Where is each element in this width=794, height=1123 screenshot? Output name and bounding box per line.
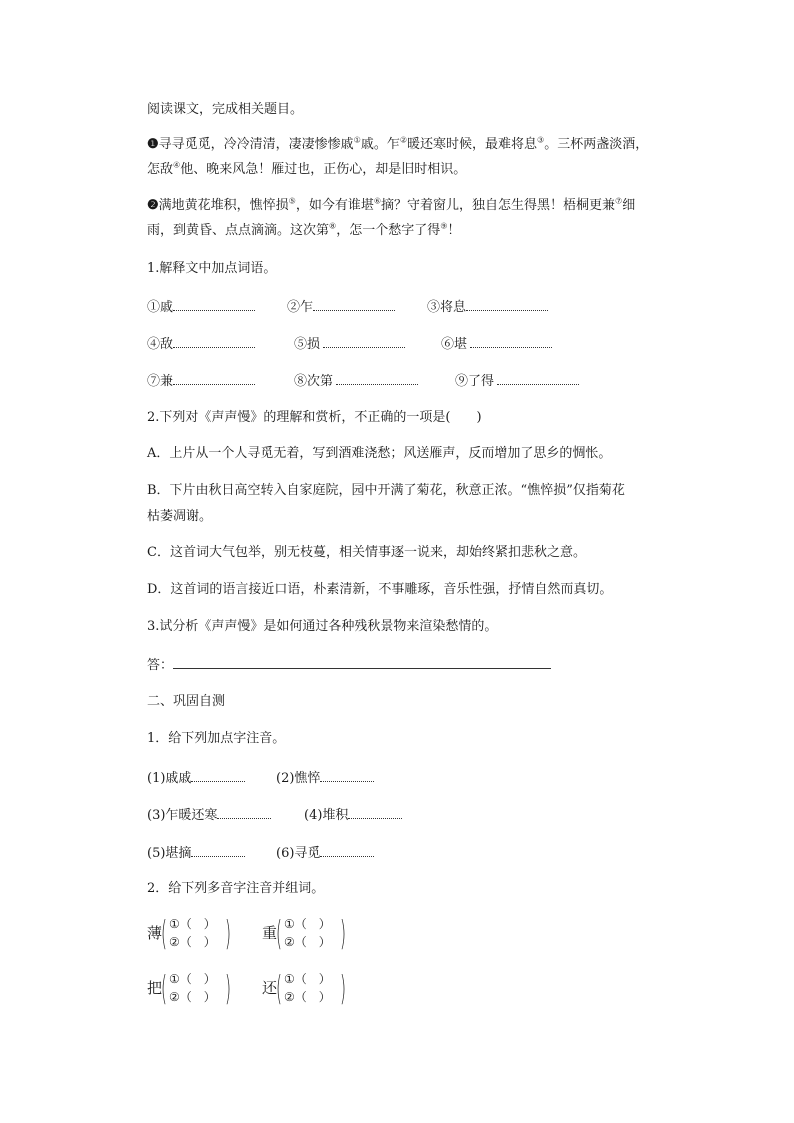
option-d[interactable]: D．这首词的语言接近口语，朴素清新，不事雕琢，音乐性强，抒情自然而真切。 [147,582,613,597]
note-marker: ⑧ [329,221,337,231]
note-marker: ⑤ [288,196,296,206]
right-brace: ) [340,914,346,954]
poem-text: 寻寻觅觅，冷冷清清，凄凄惨惨戚 [158,137,354,152]
poem-para-1-line-1 [147,135,648,155]
left-brace: ( [276,914,282,954]
poem-text: ，怎一个愁字了得 [336,223,441,238]
note-marker: ④ [173,160,181,170]
poem-text: 。三杯两盏淡酒， [544,137,649,152]
polyphone-question-title: 2．给下列多音字注音并组词。 [147,881,325,896]
reading-slot-2[interactable]: ②（ ） [284,990,331,1004]
note-marker: ① [353,135,361,145]
note-marker: ⑨ [440,221,448,231]
answer-blank[interactable] [466,296,548,311]
answer-blank[interactable] [320,842,374,857]
vocab-item: ④敌 [147,333,255,355]
reading-slot-2[interactable]: ②（ ） [284,935,331,949]
polyphone-group [147,969,247,1009]
poem-text: 暖还寒时候，最难将息 [407,137,538,152]
poem-text: 雨，到黄昏、点点滴滴。这次第 [147,223,330,238]
vocab-item: ⑦兼 [147,370,255,392]
polyphone-group [262,914,362,954]
option-a[interactable]: A．上片从一个人寻觅无着，写到酒难浇愁；风送雁声，反而增加了思乡的惆怅。 [147,446,612,461]
vocab-item: ①戚 [147,296,255,318]
reading-slot-1[interactable]: ①（ ） [284,972,331,986]
option-b-line-1[interactable]: B．下片由秋日高空转入自家庭院，园中开满了菊花，秋意正浓。“憔悴损”仅指菊花 [147,483,625,498]
answer-blank[interactable] [173,370,255,385]
right-brace: ) [225,969,231,1009]
question-1-title: 1.解释文中加点词语。 [147,261,277,276]
answer-blank[interactable] [497,370,579,385]
answer-blank[interactable] [173,296,255,311]
left-brace: ( [276,969,282,1009]
answer-blank[interactable] [191,842,245,857]
reading-slot-2[interactable]: ②（ ） [169,990,216,1004]
reading-slot-2[interactable]: ②（ ） [169,935,216,949]
vocab-item: ③将息 [427,296,548,318]
vocab-item: ⑤损 [294,333,405,355]
polyphone-char: 还 [262,979,278,997]
answer-blank[interactable] [336,370,418,385]
note-marker: ③ [537,135,545,145]
vocab-item: ⑨了得 [455,370,579,392]
answer-blank[interactable] [348,804,402,819]
poem-text: 摘？守着窗儿，独自怎生得黑！梧桐更兼 [381,198,616,213]
polyphone-char: 薄 [147,924,163,942]
para-number-2: ❷ [147,198,159,213]
answer-blank[interactable] [470,333,552,348]
note-marker: ② [399,135,408,145]
pinyin-item: (1)戚戚 [147,767,245,789]
polyphone-char: 把 [147,979,163,997]
pinyin-item: (4)堆积 [304,804,402,826]
poem-text: 满地黄花堆积，憔悴损 [158,198,289,213]
poem-para-1-line-2 [147,160,466,180]
option-c[interactable]: C．这首词大气包举，别无枝蔓，相关情事逐一说来，却始终紧扣悲秋之意。 [147,545,586,560]
vocab-item: ⑥堪 [441,333,552,355]
poem-text: 细 [622,198,636,213]
para-number-1: ❶ [147,137,159,152]
vocab-item: ②乍 [287,296,395,318]
answer-blank[interactable] [217,804,271,819]
pinyin-item: (3)乍暖还寒 [147,804,271,826]
answer-blank[interactable] [313,296,395,311]
answer-blank[interactable] [173,333,255,348]
poem-text: 他、晚来风急！雁过也，正伤心，却是旧时相识。 [180,162,467,177]
question-2-title: 2.下列对《声声慢》的理解和赏析，不正确的一项是( ) [147,410,482,425]
pinyin-item: (2)憔悴 [276,767,374,789]
left-brace: ( [161,969,167,1009]
poem-text: ，如今有谁堪 [295,198,374,213]
reading-slot-1[interactable]: ①（ ） [169,917,216,931]
answer-blank[interactable] [323,333,405,348]
section-2-heading: 二、巩固自测 [147,694,226,709]
vocab-item: ⑧次第 [294,370,418,392]
note-marker: ⑥ [373,196,382,206]
answer-blank[interactable] [191,767,245,782]
left-brace: ( [161,914,167,954]
poem-text: 怎敌 [147,162,174,177]
poem-para-2-line-1 [147,196,635,216]
reading-slot-1[interactable]: ①（ ） [169,972,216,986]
pinyin-item: (5)堪摘 [147,842,245,864]
pinyin-question-title: 1．给下列加点字注音。 [147,731,286,746]
answer-blank[interactable] [320,767,374,782]
answer-row [147,654,551,676]
polyphone-group [147,914,247,954]
intro-text: 阅读课文，完成相关题目。 [147,102,304,117]
right-brace: ) [340,969,346,1009]
pinyin-item: (6)寻觅 [276,842,374,864]
polyphone-group [262,969,362,1009]
polyphone-char: 重 [262,924,278,942]
poem-text: 戚。乍 [360,137,400,152]
reading-slot-1[interactable]: ①（ ） [284,917,331,931]
poem-text: ！ [447,223,461,238]
right-brace: ) [225,914,231,954]
option-b-line-2[interactable]: 枯萎凋谢。 [147,509,213,524]
answer-line[interactable] [173,654,551,669]
question-3-title: 3.试分析《声声慢》是如何通过各种残秋景物来渲染愁情的。 [147,619,498,634]
poem-para-2-line-2 [147,221,460,241]
note-marker: ⑦ [615,196,623,206]
answer-label: 答： [147,658,174,673]
